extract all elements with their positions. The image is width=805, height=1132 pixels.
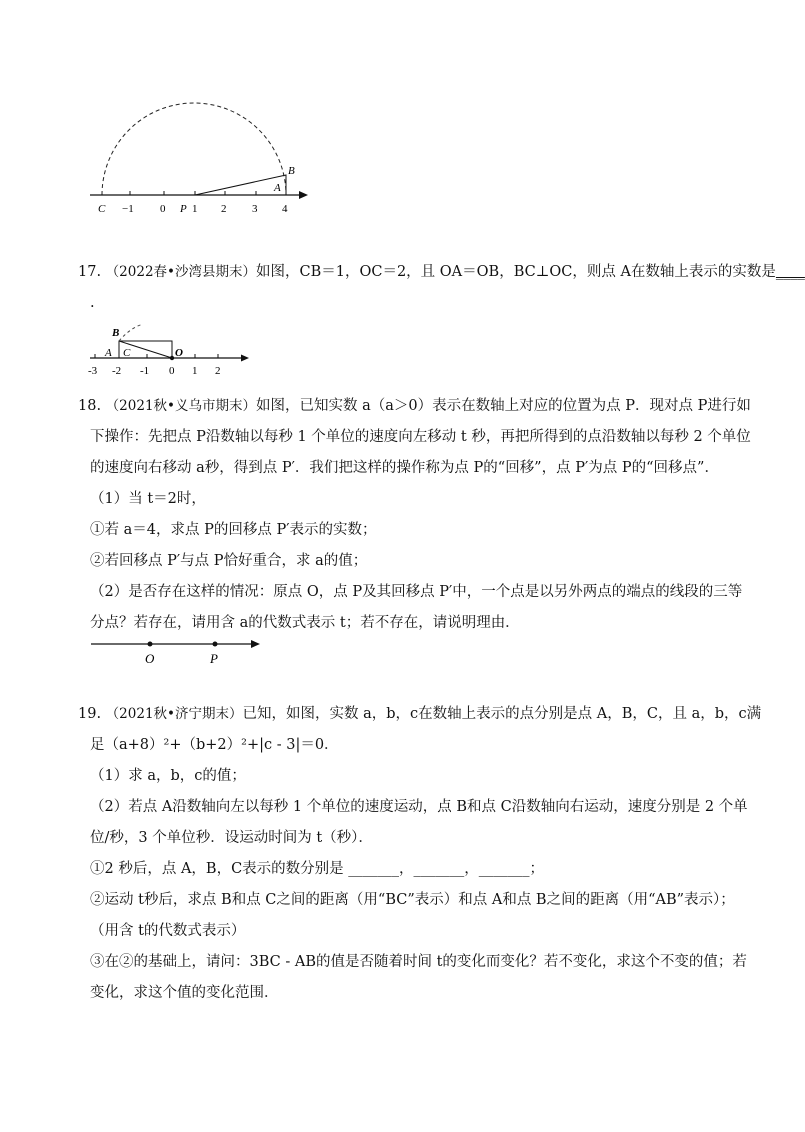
- tick-label-3: 3: [252, 203, 258, 215]
- axis-arrow: [251, 640, 260, 648]
- tick-label-1: 1: [192, 365, 198, 377]
- q18-line-3: 的速度向右移动 a秒，得到点 P′．我们把这样的操作称为点 P的“回移”，点 P′为点 P的“回移点”．: [90, 460, 719, 476]
- point-P: [213, 642, 218, 647]
- label-P: P: [210, 651, 218, 666]
- q18-line-8: 分点？若存在，请用含 a的代数式表示 t；若不存在，请说明理由．: [90, 615, 520, 631]
- tick-label-1: 1: [192, 203, 198, 215]
- tick-label-2: 2: [221, 203, 227, 215]
- q19-text-1: 已知，如图，实数 a，b，c在数轴上表示的点分别是点 A，B，C，且 a，b，c满: [242, 706, 762, 722]
- q19-line-4: （2）若点 A沿数轴向左以每秒 1 个单位的速度运动，点 B和点 C沿数轴向右运动，速度分别是 2 个单: [90, 799, 748, 815]
- label-A: A: [105, 347, 112, 359]
- tick-label-neg1: −1: [122, 203, 134, 215]
- q19-line-7: ②运动 t秒后，求点 B和点 C之间的距离（用“BC”表示）和点 A和点 B之间的距离（用“AB”表示）；: [90, 892, 735, 908]
- number-line-figure-16: [80, 150, 320, 225]
- q19-line-2: 足（a+8）²+（b+2）²+|c - 3|＝0．: [90, 737, 339, 753]
- q17-number: 17.: [78, 264, 102, 280]
- q19-line-6: ①2 秒后，点 A，B，C表示的数分别是 _______，_______，_______；: [90, 861, 545, 877]
- dashed-arc: [119, 324, 143, 341]
- q18-number: 18.: [78, 398, 102, 414]
- label-B: B: [288, 165, 295, 177]
- q17-line-1: [78, 262, 805, 282]
- label-O: O: [175, 347, 183, 359]
- q18-line-4: （1）当 t＝2时，: [90, 491, 206, 507]
- tick-label-0: 0: [160, 203, 166, 215]
- q18-text-1: 如图，已知实数 a（a＞0）表示在数轴上对应的位置为点 P．现对点 P进行如: [256, 398, 751, 414]
- q18-source: （2021秋•义乌市期末）: [105, 398, 256, 414]
- tick-label-2: 2: [215, 365, 221, 377]
- number-line-figure-17: [85, 320, 260, 380]
- tick-label-4: 4: [282, 203, 288, 215]
- q18-line-2: 下操作：先把点 P沿数轴以每秒 1 个单位的速度向左移动 t 秒，再把所得到的点沿数轴以每秒 2 个单位: [90, 429, 751, 445]
- axis-arrow: [241, 355, 249, 362]
- tick-label-C: C: [98, 203, 106, 215]
- point-O: [148, 642, 153, 647]
- tick-label-neg3: -3: [88, 365, 98, 377]
- q19-number: 19.: [78, 706, 102, 722]
- point-O: [170, 356, 174, 360]
- q19-line-5: 位/秒，3 个单位秒．设运动时间为 t（秒）．: [90, 830, 373, 846]
- q18-line-7: （2）是否存在这样的情况：原点 O，点 P及其回移点 P′中，一个点是以另外两点的端点的线段的三等: [90, 584, 743, 600]
- q18-line-6: ②若回移点 P′与点 P恰好重合，求 a的值；: [90, 553, 368, 569]
- q17-line-2: [90, 293, 95, 313]
- number-line-figure-18: [88, 632, 268, 670]
- label-A: A: [274, 182, 281, 194]
- q19-line-1: [78, 704, 761, 724]
- q17-text: 如图，CB＝1，OC＝2，且 OA＝OB，BC⊥OC，则点 A在数轴上表示的实数是: [256, 264, 776, 280]
- q19-line-8: （用含 t的代数式表示）: [90, 923, 246, 939]
- q19-line-3: （1）求 a，b，c的值；: [90, 768, 246, 784]
- q17-source: （2022春•沙湾县期末）: [105, 264, 256, 280]
- q19-source: （2021秋•济宁期末）: [105, 706, 243, 722]
- label-O: O: [145, 651, 155, 666]
- q17-end: .: [90, 295, 95, 311]
- triangle: [195, 175, 286, 195]
- q19-line-10: 变化，求这个值的变化范围．: [90, 985, 279, 1001]
- q17-answer-blank: ____: [775, 264, 805, 280]
- q19-line-9: ③在②的基础上，请问：3BC - AB的值是否随着时间 t的变化而变化？若不变化，求这个不变的值；若: [90, 954, 747, 970]
- tick-label-neg2: -2: [112, 365, 122, 377]
- q18-line-5: ①若 a＝4，求点 P的回移点 P′表示的实数；: [90, 522, 377, 538]
- tick-label-0: 0: [169, 365, 175, 377]
- tick-label-P: P: [180, 203, 187, 215]
- label-B: B: [112, 327, 120, 339]
- tick-label-neg1: -1: [140, 365, 150, 377]
- q18-line-1: [78, 396, 751, 416]
- axis-arrow: [299, 191, 308, 199]
- label-C: C: [123, 347, 131, 359]
